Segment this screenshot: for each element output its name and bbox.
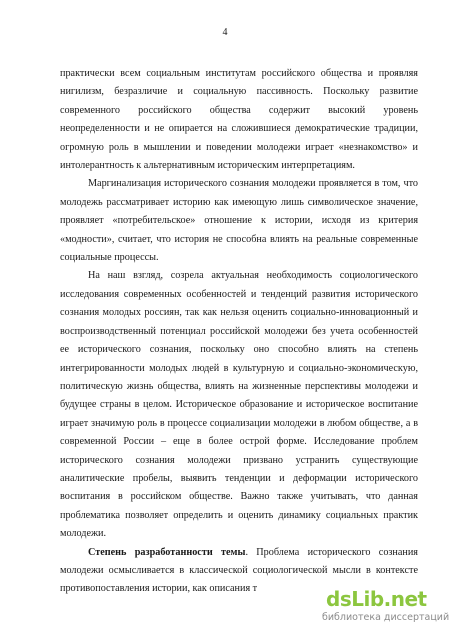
watermark-logo: dsLib.net	[326, 587, 427, 611]
watermark-subtitle: библиотека диссертаций	[322, 612, 450, 623]
section-heading: Степень разработанности темы	[88, 546, 246, 558]
paragraph-3: На наш взгляд, созрела актуальная необходимость социологического исследования современных особенностей и тенденций развития исторического сознания молодых россиян, так как нельзя оценить социально-инновационный и воспроизводственный потенциал российской молодежи без учета особенностей ее исторического сознания, поскольку оно способно влиять на степень интегрированности молодых людей в культурную и социально-экономическую, политическую жизнь общества, влиять на жизненные перспективы молодежи и будущее страны в целом. Историческое образование и историческое воспитание играет значимую роль в процессе социализации молодежи в любом обществе, а в современной России – еще в более острой форме. Исследование проблем исторического сознания молодежи призвано устранить существующие аналитические пробелы, выявить тенденции и деформации исторического воспитания в российском обществе. Важно также учитывать, что данная проблематика позволяет определить и оценить динамику социальных практик молодежи.	[60, 270, 418, 540]
paragraph-4-text: . Проблема исторического сознания молодежи осмысливается в классической социологической мысли в контексте противопоставления истории, как описания т	[60, 546, 418, 595]
paragraph-1: практически всем социальным институтам российского общества и проявляя нигилизм, безразличие и социальную пассивность. Поскольку развитие современного российского общества содержит высокий уровень неопределенности и не опирается на сложившиеся демократические традиции, огромную роль в мышлении и поведении молодежи играет «незнакомство» и интолерантность к альтернативным историческим интерпретациям.	[60, 68, 418, 172]
page-number: 4	[222, 27, 228, 38]
watermark[interactable]	[322, 587, 450, 629]
paragraph-2: Маргинализация исторического сознания молодежи проявляется в том, что молодежь рассматривает историю как имеющую лишь символическое значение, проявляет «потребительское» отношение к истории, исходя из критерия «модности», считает, что история не способна влиять на реальные современные социальные процессы.	[60, 178, 418, 264]
document-body	[60, 65, 418, 599]
